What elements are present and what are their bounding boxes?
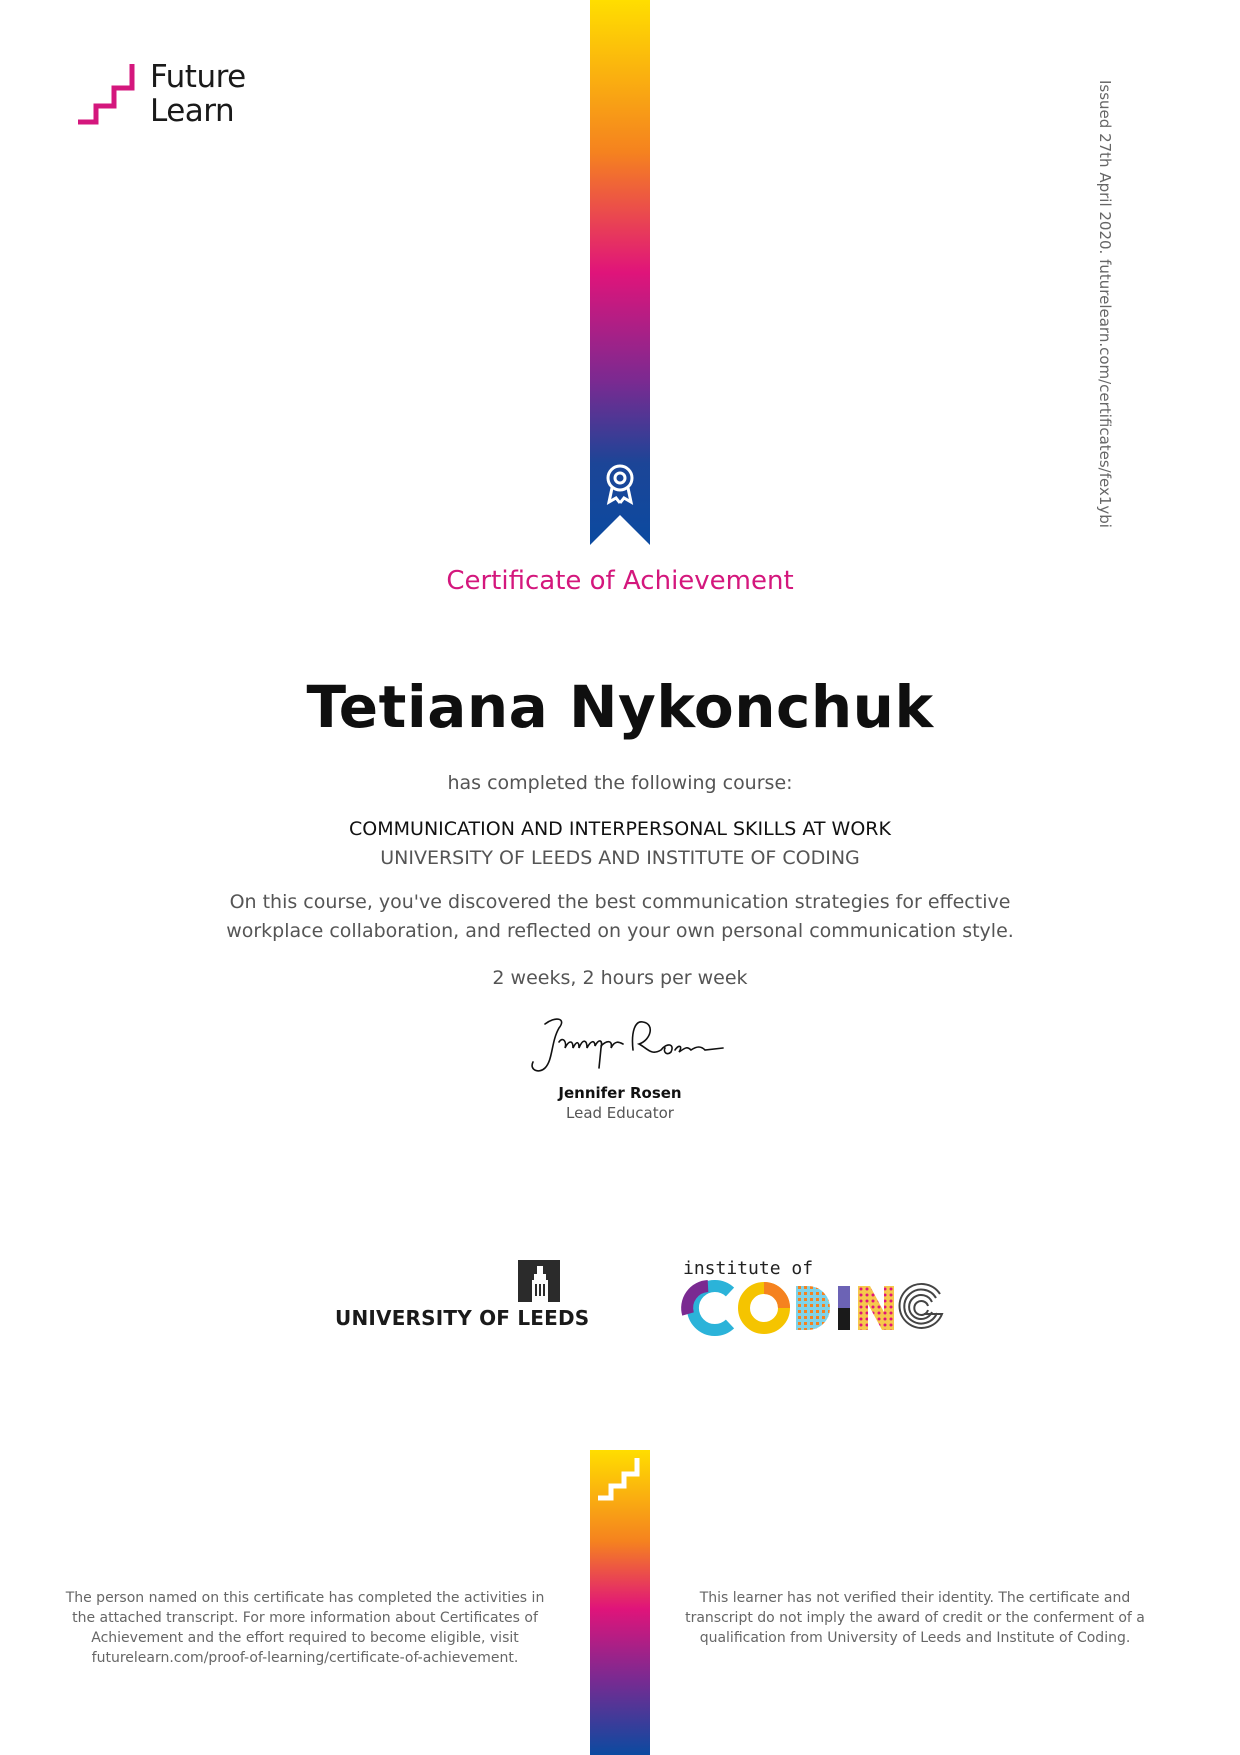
top-ribbon — [590, 0, 650, 545]
ioc-small-text: institute of — [683, 1258, 814, 1279]
educator-name: Jennifer Rosen — [558, 1084, 682, 1102]
logo-word-future: Future — [150, 59, 246, 95]
futurelearn-logo — [76, 60, 276, 130]
certificate-title: Certificate of Achievement — [446, 566, 794, 596]
logo-word-learn: Learn — [150, 93, 235, 129]
completed-statement: has completed the following course: — [447, 772, 793, 794]
steps-logo-icon — [76, 62, 146, 132]
course-organization: UNIVERSITY OF LEEDS AND INSTITUTE OF CODING — [380, 847, 860, 869]
footer-note-right: This learner has not verified their identity. The certificate and transcript do not imply the award of credit or the conferment of a qualification from University of Leeds and Institute of Coding. — [685, 1590, 1145, 1646]
footer-note-left: The person named on this certificate has completed the activities in the attached transcript. For more information about Certificates of Achievement and the effort required to become eligible, visit futurelearn.com/proof-of-learning/certificate-of-achievement. — [65, 1590, 545, 1666]
course-description: On this course, you've discovered the best communication strategies for effective workplace collaboration, and reflected on your own personal communication style. — [226, 891, 1014, 942]
course-title: COMMUNICATION AND INTERPERSONAL SKILLS AT WORK — [349, 818, 891, 840]
course-duration: 2 weeks, 2 hours per week — [492, 967, 748, 989]
learner-name: Tetiana Nykonchuk — [306, 673, 934, 741]
issued-date-url: Issued 27th April 2020. futurelearn.com/certificates/fex1ybi — [1096, 80, 1114, 528]
university-of-leeds-logo — [335, 1260, 590, 1330]
leeds-building-icon — [518, 1260, 560, 1302]
educator-role: Lead Educator — [566, 1104, 674, 1122]
ioc-coding-wordmark — [678, 1280, 958, 1336]
institute-of-coding-logo — [678, 1258, 958, 1336]
leeds-wordmark: UNIVERSITY OF LEEDS — [335, 1306, 590, 1330]
educator-signature — [515, 1012, 725, 1080]
bottom-ribbon — [590, 1450, 650, 1755]
